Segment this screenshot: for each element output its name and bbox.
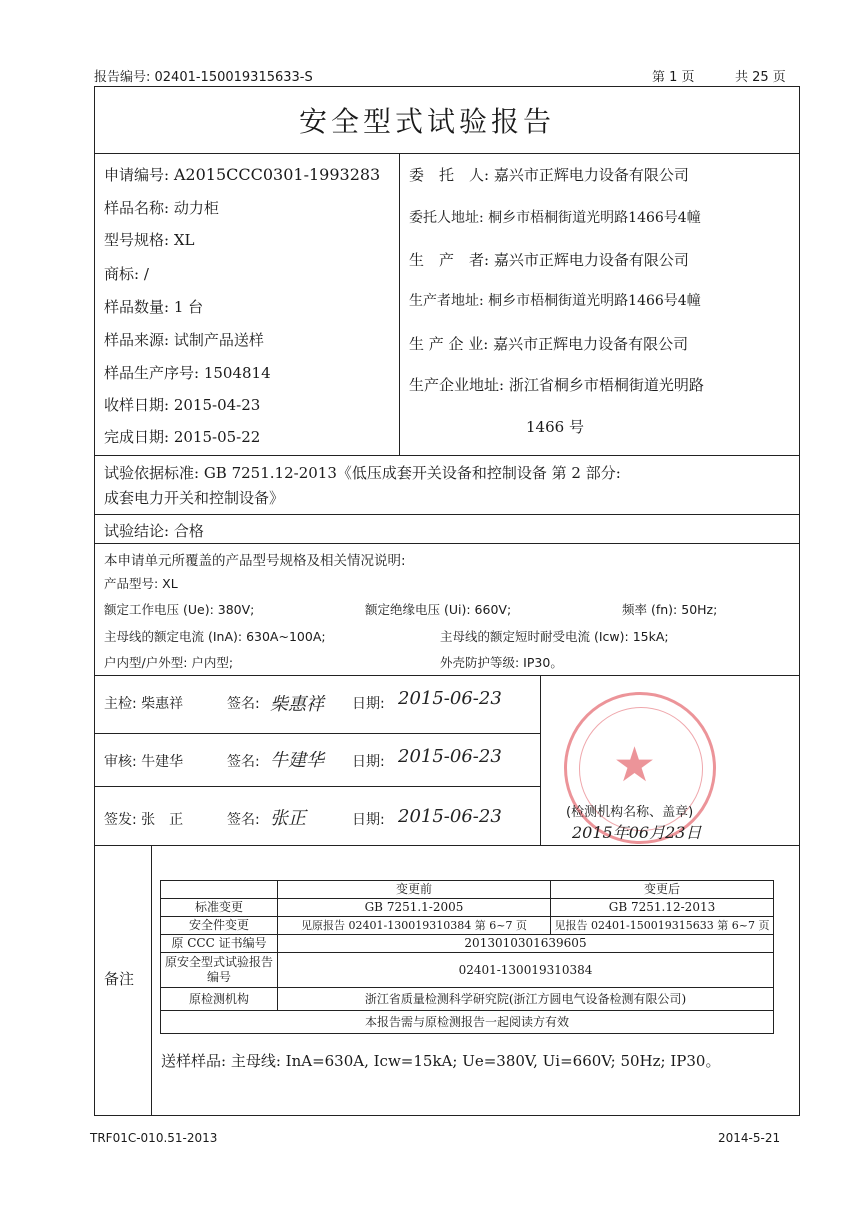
sig-inspector-role: 主检: 柴惠祥 [104,696,184,712]
remarks-label: 备注 [104,970,135,988]
info-client-address: 委托人地址: 桐乡市梧桐街道光明路1466号4幢 [409,210,701,226]
sig-reviewer-label: 签名: [227,754,260,770]
test-conclusion: 试验结论: 合格 [104,522,204,540]
coverage-model: 产品型号: XL [104,576,178,591]
test-standard-line2: 成套电力开关和控制设备》 [104,489,285,507]
page-total: 共 25 页 [735,70,786,85]
sample-spec: 送样样品: 主母线: InA=630A, Icw=15kA; Ue=380V, Ui=660V; 50Hz; IP30。 [161,1052,721,1070]
coverage-ip: 外壳防护等级: IP30。 [440,655,563,670]
info-application-no: 申请编号: A2015CCC0301-1993283 [104,165,381,184]
info-quantity: 样品数量: 1 台 [104,298,204,316]
info-received-date: 收样日期: 2015-04-23 [104,396,261,414]
info-producer-address: 生产者地址: 桐乡市梧桐街道光明路1466号4幢 [409,293,701,309]
info-completed-date: 完成日期: 2015-05-22 [104,428,261,446]
row-item: 标准变更 [161,899,278,917]
row-item: 原检测机构 [161,988,278,1011]
table-row [161,899,774,917]
row-note: 本报告需与原检测报告一起阅读方有效 [161,1011,774,1034]
sig-approver-role: 签发: 张 正 [104,812,184,828]
rule [94,786,540,787]
form-number: TRF01C-010.51-2013 [90,1131,218,1145]
table-row [161,881,774,899]
coverage-fn: 频率 (fn): 50Hz; [622,602,718,617]
coverage-ina: 主母线的额定电流 (InA): 630A~100A; [104,629,326,644]
info-source: 样品来源: 试制产品送样 [104,331,264,349]
stamp-org-label: (检测机构名称、盖章) [566,805,694,820]
rule [94,543,800,544]
table-row [161,1011,774,1034]
info-manufacturer-address-cont: 1466 号 [526,418,584,436]
page-number: 第 1 页 [652,70,695,85]
info-trademark: 商标: / [104,265,149,283]
row-item: 安全件变更 [161,917,278,935]
info-manufacturer-address: 生产企业地址: 浙江省桐乡市梧桐街道光明路 [409,376,704,394]
row-before: 见原报告 02401-130019310384 第 6~7 页 [278,917,551,935]
col-after: 变更后 [551,881,774,899]
rule [94,514,800,515]
sig-approver-signature: 张正 [270,808,306,829]
rule [94,733,540,734]
sig-reviewer-signature: 牛建华 [270,750,324,771]
row-item: 原 CCC 证书编号 [161,935,278,953]
sig-inspector-signature: 柴惠祥 [270,694,324,715]
row-value: 02401-130019310384 [278,953,774,988]
sig-inspector-label: 签名: [227,696,260,712]
rule [94,845,800,846]
info-producer: 生 产 者: 嘉兴市正辉电力设备有限公司 [409,251,689,269]
info-sample-name: 样品名称: 动力柜 [104,199,219,217]
report-number: 报告编号: 02401-150019315633-S [94,70,313,85]
table-row [161,988,774,1011]
sig-approver-date-label: 日期: [352,812,385,828]
sig-reviewer-date-label: 日期: [352,754,385,770]
sig-reviewer-date: 2015-06-23 [398,746,502,767]
table-row [161,917,774,935]
sig-approver-label: 签名: [227,812,260,828]
rule [94,153,800,154]
sig-reviewer-role: 审核: 牛建华 [104,754,184,770]
info-serial: 样品生产序号: 1504814 [104,364,271,382]
official-seal: ★ [564,692,716,844]
coverage-ue: 额定工作电压 (Ue): 380V; [104,602,255,617]
column-divider [540,675,541,845]
table-row [161,953,774,988]
column-divider [151,845,152,1116]
row-before: GB 7251.1-2005 [278,899,551,917]
row-after: GB 7251.12-2013 [551,899,774,917]
coverage-ui: 额定绝缘电压 (Ui): 660V; [365,602,512,617]
col-before: 变更前 [278,881,551,899]
stamp-date: 2015年06月23日 [572,823,702,842]
rule [94,675,800,676]
coverage-icw: 主母线的额定短时耐受电流 (Icw): 15kA; [440,629,669,644]
row-after: 见报告 02401-150019315633 第 6~7 页 [551,917,774,935]
row-value: 浙江省质量检测科学研究院(浙江方圆电气设备检测有限公司) [278,988,774,1011]
coverage-intro: 本申请单元所覆盖的产品型号规格及相关情况说明: [104,553,406,569]
remarks-table [160,880,774,1034]
form-date: 2014-5-21 [718,1131,781,1145]
sig-approver-date: 2015-06-23 [398,806,502,827]
row-item: 原安全型式试验报告编号 [161,953,278,988]
test-standard-line1: 试验依据标准: GB 7251.12-2013《低压成套开关设备和控制设备 第 2 部分: [104,464,621,482]
sig-inspector-date-label: 日期: [352,696,385,712]
sig-inspector-date: 2015-06-23 [398,688,502,709]
coverage-place: 户内型/户外型: 户内型; [104,655,234,670]
row-value: 2013010301639605 [278,935,774,953]
column-divider [399,153,400,455]
table-row [161,935,774,953]
rule [94,455,800,456]
info-model: 型号规格: XL [104,231,195,249]
info-client: 委 托 人: 嘉兴市正辉电力设备有限公司 [409,166,689,184]
report-title: 安全型式试验报告 [298,105,555,138]
info-manufacturer: 生 产 企 业: 嘉兴市正辉电力设备有限公司 [409,335,689,353]
